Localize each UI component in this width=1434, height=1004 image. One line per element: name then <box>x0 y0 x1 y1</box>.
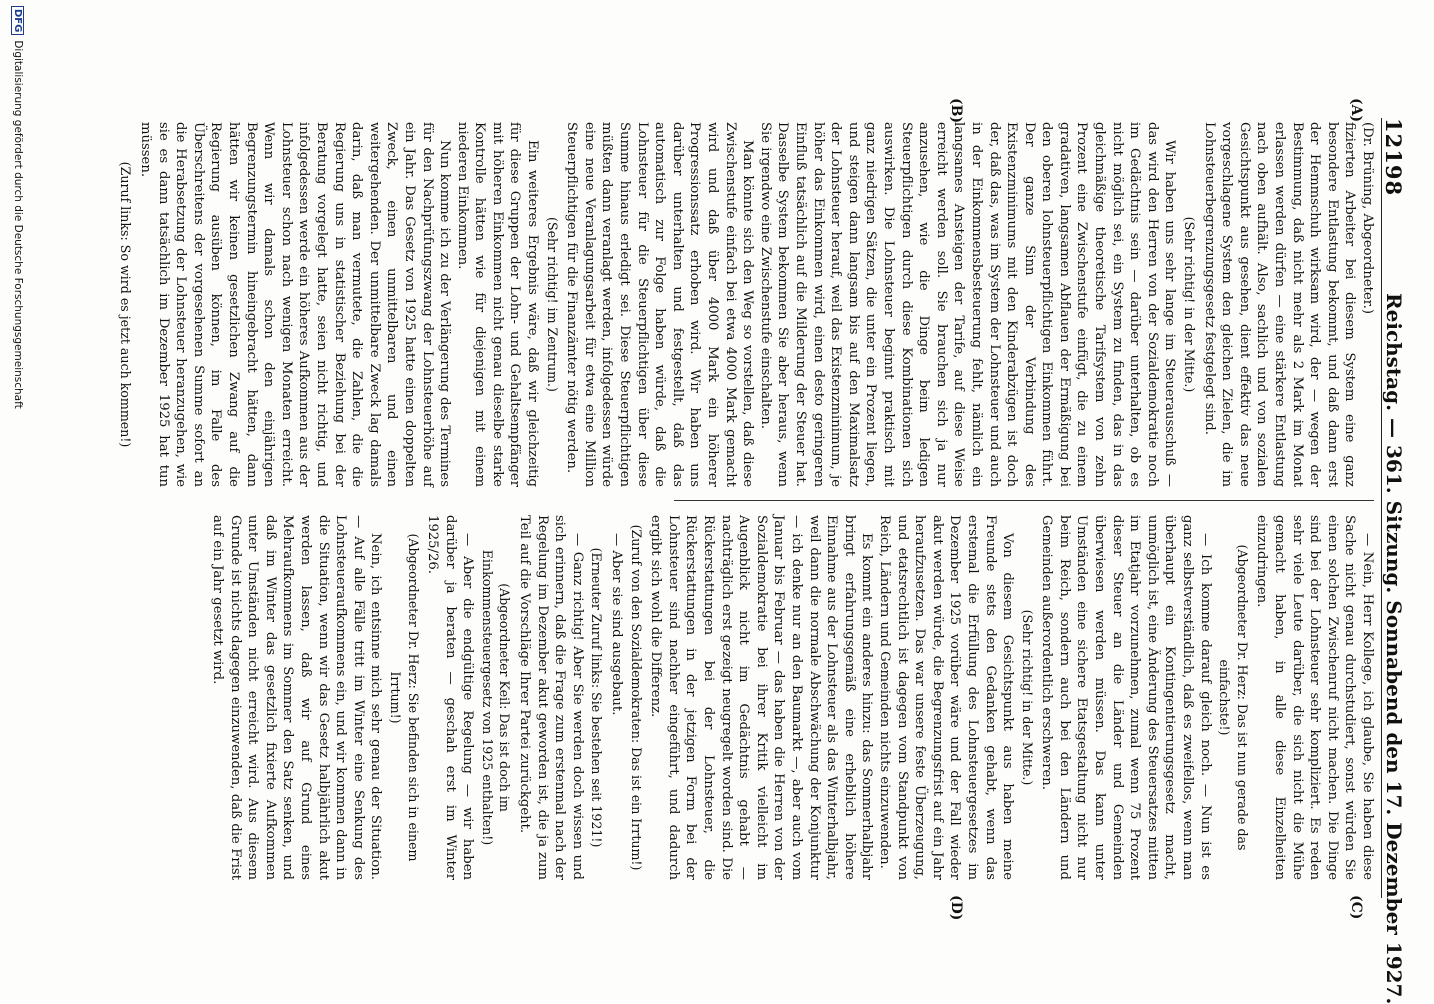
dfg-credit <box>11 6 24 409</box>
margin-marker-b: (B) <box>948 98 964 124</box>
paragraph: — Ich komme darauf gleich noch. — Nun ist es ganz selbstverständlich, daß es zweifellos, wenn man überhaupt ein Kontingentierungsgesetz macht, unmöglich ist, eine Änderung des Steuersatzes mitten im Etatjahr vorzunehmen, zumal wenn 75 Prozent dieser Steuer an die Länder und Gemeinden überwiesen werden müssen. Das kann unter Umständen eine sichere Etatsgestaltung nicht nur beim Reich, sondern auch bei den Ländern und Gemeinden außerordentlich erschweren. <box>1039 515 1213 880</box>
paragraph: Nein, ich entsinne mich sehr genau der Situation. — Auf alle Fälle tritt im Winter eine Senkung des Lohnsteueraufkommens ein, und wir kommen dann in die Situation, wenn wir das Gesetz halbjährlich akut werden lassen, daß wir auf Grund eines Mehraufkommens im Sommer den Satz senken, und daß im Winter das gesetzlich fixierte Aufkommen unter Umständen nicht erreicht wird. Aus diesem Grunde ist nichts dagegen einzuwenden, daß die Frist auf ein Jahr gesetzt wird. <box>210 515 384 880</box>
paragraph: Von diesem Gesichtspunkt aus haben meine Freunde stets den Gedanken gehabt, wenn das erstemal die Erfüllung des Lohnsteuergesetzes im Dezember 1925 vorüber wäre und der Fall wieder akut werden würde, die Begrenzungsfrist auf ein Jahr heraufzusetzen. Das war unsere feste Überzeugung, und etatsrechtlich ist dagegen vom Standpunkt von Reich, Ländern und Gemeinden nichts einzuwenden. <box>876 515 1016 880</box>
column-divider <box>674 500 1374 501</box>
interjection: (Abgeordneter Dr. Herz: Das ist nun gerade das einfachste!) <box>1217 544 1250 851</box>
page-title: Reichstag. — 361. Sitzung. Sonnabend den 17. Dezember 1927. <box>1382 293 1406 1004</box>
interjection: (Zuruf von den Sozialdemokraten: Das ist ein Irrtum!) <box>628 524 644 871</box>
interjection: (Sehr richtig! in der Mitte.) <box>1182 216 1198 393</box>
interjection: (Erneuter Zuruf links: Sie bestehen seit 1921!) <box>589 547 605 848</box>
paragraph: Ein weiteres Ergebnis wäre, daß wir gleichzeitig für diese Gruppen der Lohn- und Gehaltsempfänger mit höheren Einkommen nicht genau dieselbe starke Kontrolle hätten wie für diejenigen mit einem niederen Einkommen. <box>454 122 541 487</box>
speaker-line: (Dr. Brüning, Abgeordneter.) <box>1360 122 1375 314</box>
header-rule <box>1381 118 1382 898</box>
interjection: (Abgeordneter Dr. Herz: Sie befinden sich in einem Irrtum!) <box>387 533 421 862</box>
paragraph: — Aber die endgültige Regelung — wir haben darüber ja beraten — geschah erst im Winter 1925/26. <box>425 515 476 880</box>
paragraph: — Ganz richtig! Aber Sie werden doch wissen und sich erinnern, daß die Frage zum erstenmal nach der Regelung im Dezember akut geworden ist, die ja zum Teil auf die Vorschläge Ihrer Partei zurückgeht. <box>517 515 585 880</box>
margin-marker-a: (A) <box>1348 98 1364 123</box>
page-header <box>1372 118 1412 1004</box>
margin-marker-d: (D) <box>948 895 964 921</box>
interjection: (Sehr richtig! in der Mitte.) <box>1019 609 1035 786</box>
interjection: (Zuruf links: So wird es jetzt auch kommen!) <box>118 161 134 448</box>
dfg-credit-text: Digitalisierung gefördert durch die Deutsche Forschungsgemeinschaft <box>12 40 24 409</box>
right-column <box>208 515 1376 880</box>
interjection: (Sehr richtig! im Zentrum.) <box>544 217 560 392</box>
paragraph: Nun komme ich zu der Verlängerung des Termines für den Nachprüfungszwang der Lohnsteuerhöhe auf ein Jahr. Das Gesetz von 1925 hatte einen doppelten Zweck, einen unmittelbaren und einen weitergehenden. Der unmittelbare Zweck lag damals darin, daß man vermutete, die Zahlen, die die Regierung uns in statistischer Beziehung bei der Beratung vorgelegt hatte, seien nicht richtig, und infolgedessen werde ein höheres Aufkommen aus der Lohnsteuer schon nach wenigen Monaten erreicht. Wenn wir damals schon den einjährigen Begrenzungstermin hineingebracht hätten, dann hätten wir keinen gesetzlichen Zwang auf die Regierung ausüben können, im Falle des Überschreitens der vorgesehenen Summe sofort an die Herabsetzung der Lohnsteuer heranzugehen, wie sie es dann tatsächlich im Dezember 1925 hat tun müssen. <box>138 122 453 487</box>
interjection: (Abgeordneter Keil: Das ist doch im Einkommensteuergesetz von 1925 enthalten!) <box>479 549 513 846</box>
margin-marker-c: (C) <box>1348 895 1364 920</box>
paragraph: fizierten Arbeiter bei diesem System eine ganz besondere Entlastung bekommt, und daß dann erst der Hemmschuh wirksam wird, der — wegen der Bestimmung, daß nicht mehr als 2 Mark im Monat erlassen werden dürfen — eine stärkere Entlastung nach oben aufhält. Also, sachlich und von sozialen Gesichtspunkt aus gesehen, dient effektiv das neue vorgeschlagene System den gleichen Zielen, die im Lohnsteuerbegrenzungsgesetz festgelegt sind. <box>1201 122 1358 487</box>
paragraph: — Nein, Herr Kollege, ich glaube, Sie haben diese Sache nicht genau durchstudiert, sonst würden Sie einen solchen Zwischenruf nicht machen. Die Dinge sind bei der Lohnsteuer sehr kompliziert. Es reden sehr viele Leute darüber, die sich nicht die Mühe gemacht haben, in alle diese Einzelheiten einzudringen. <box>1254 515 1375 880</box>
paragraph: Es kommt ein anderes hinzu: das Sommerhalbjahr bringt erfahrungsgemäß eine erheblich höhere Einnahme aus der Lohnsteuer als das Winterhalbjahr, weil dann die normale Abschwächung der Konjunktur — ich denke nur an den Baumarkt —, aber auch vom Januar bis Februar — das haben die Herren von der Sozialdemokratie bei ihrer Kritik vielleicht im Augenblick nicht im Gedächtnis gehabt — nachträglich erst gezeigt neugregelt worden sind. Die Rückerstattungen bei der Lohnsteuer, die Rückerstattungen in der jetzigen Form bei der Lohnsteuer sind nachher eingeführt, und dadurch ergibt sich wohl die Differenz. <box>648 515 875 880</box>
dfg-logo: DFG <box>11 6 24 35</box>
left-column <box>115 122 1376 487</box>
page-number: 12198 <box>1381 118 1406 197</box>
paragraph: — Aber sie sind ausgebaut. <box>609 533 625 716</box>
paragraph: Wir haben uns sehr lange im Steuerausschuß — das wird den Herren von der Sozialdemokratie noch im Gedächtnis sein — darüber unterhalten, ob es nicht möglich sei, ein System zu finden, das in das gleichmäßige theoretische Tarifsystem von zehn Prozent eine Zwischenstufe einfügt, die zu einem gradativen, langsamen Abflauen der Ermäßigung bei den oberen lohnsteuerpflichtigen Einkommen führt. Der ganze Sinn der Verbindung des Existenzminimums mit den Kinderabzügen ist doch der, daß das, was im System der Lohnsteuer und auch in der Einkommensbesteuerung fehlt, nämlich ein langsames Ansteigen der Tarife, auf diese Weise erreicht werden soll. Sie brauchen sich ja nur anzusehen, wie die Dinge beim ledigen Steuerpflichtigen durch diese Kombinationen sich auswirken. Die Lohnsteuer beginnt praktisch mit ganz niedrigen Sätzen, die unter ein Prozent liegen, und steigen dann langsam bis auf den Maximalsatz der Lohnsteuer herauf, weil das Existenzminimum, je höher das Einkommen wird, einen desto geringeren Einfluß tatsächlich auf die Milderung der Steuer hat. Dasselbe System bekommen Sie aber heraus, wenn Sie irgendwo eine Zwischenstufe einschalten. <box>757 122 1178 487</box>
paragraph: Man könnte sich den Weg so vorstellen, daß diese Zwischenstufe einfach bei etwa 4000 Mark gemacht wird und daß über 4000 Mark ein höherer Progressionssatz erhoben wird. Wir haben uns darüber unterhalten und festgestellt, daß das automatisch zur Folge haben würde, daß die Lohnsteuer für die Steuerpflichtigen über diese Summe hinaus erledigt sei. Diese Steuerpflichtigen müßten dann veranlagt werden, infolgedessen würde eine neue Veranlagungsarbeit für etwa eine Million Steuerpflichtigen für die Finanzämter nötig werden. <box>564 122 756 487</box>
